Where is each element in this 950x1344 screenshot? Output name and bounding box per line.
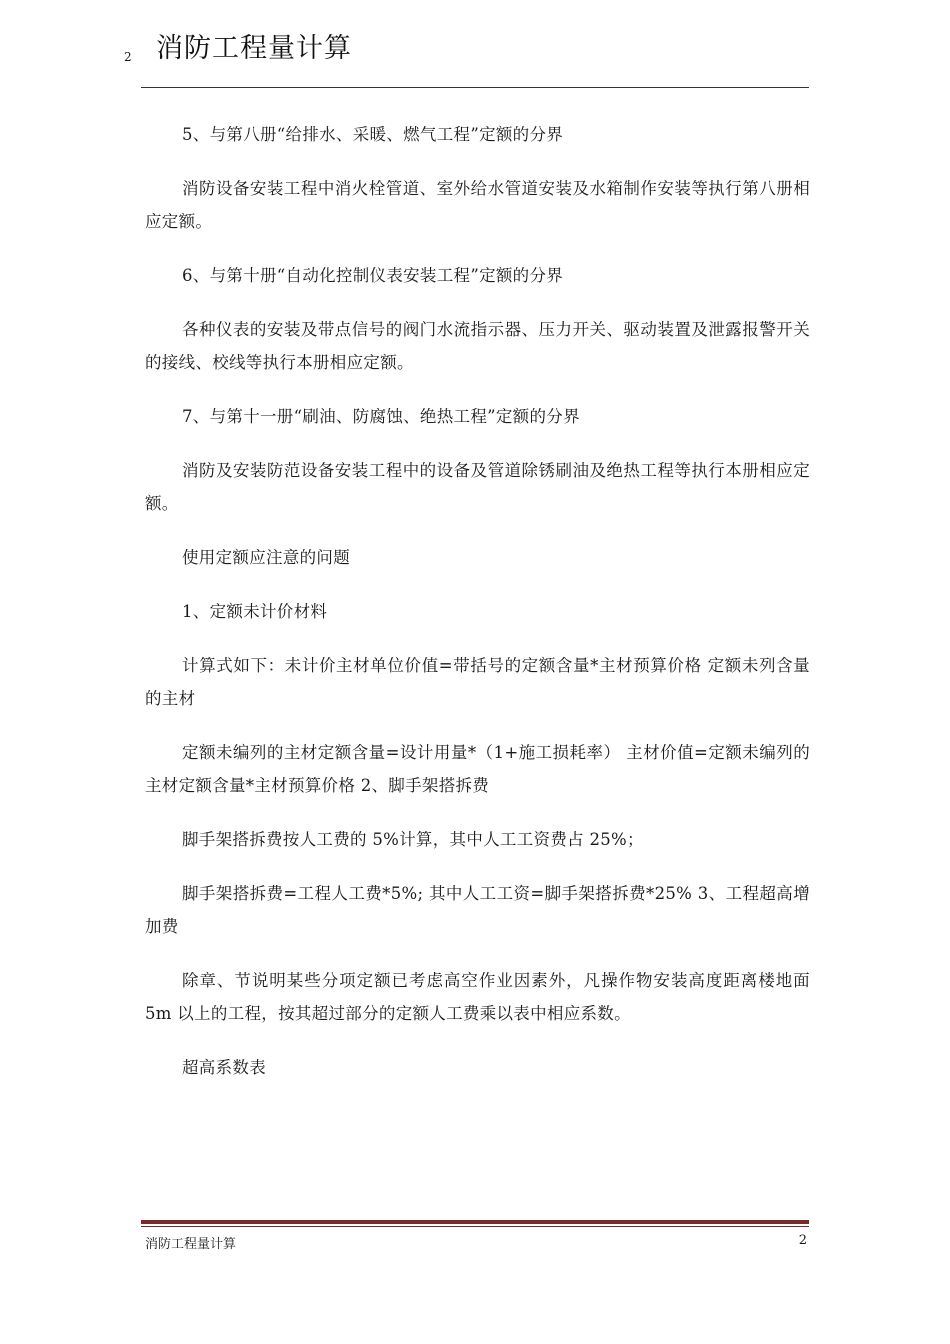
- paragraph: 消防及安装防范设备安装工程中的设备及管道除锈刷油及绝热工程等执行本册相应定额。: [145, 461, 810, 513]
- header-divider: [141, 87, 809, 88]
- paragraph: 6、与第十册“自动化控制仪表安装工程”定额的分界: [182, 266, 564, 285]
- paragraph: 消防设备安装工程中消火栓管道、室外给水管道安装及水箱制作安装等执行第八册相应定额。: [145, 179, 810, 231]
- footer-divider-thin: [141, 1226, 809, 1227]
- footer-divider-thick: [141, 1220, 809, 1224]
- paragraph: 5、与第八册“给排水、采暖、燃气工程”定额的分界: [182, 125, 564, 144]
- paragraph: 定额未编列的主材定额含量=设计用量*（1+施工损耗率） 主材价值=定额未编列的主材定额含量*主材预算价格 2、脚手架搭拆费: [145, 743, 810, 795]
- paragraph: 超高系数表: [182, 1058, 266, 1077]
- paragraph: 脚手架搭拆费=工程人工费*5%; 其中人工工资=脚手架搭拆费*25% 3、工程超高增加费: [145, 884, 810, 936]
- page-header: [0, 0, 950, 90]
- paragraph: 7、与第十一册“刷油、防腐蚀、绝热工程”定额的分界: [182, 407, 580, 426]
- paragraph: 使用定额应注意的问题: [182, 548, 350, 567]
- paragraph: 计算式如下：未计价主材单位价值=带括号的定额含量*主材预算价格 定额未列含量的主材: [145, 656, 810, 708]
- document-body: [145, 118, 810, 1105]
- header-page-number: 2: [124, 50, 132, 64]
- footer-title: 消防工程量计算: [145, 1237, 237, 1252]
- paragraph: 脚手架搭拆费按人工费的 5%计算，其中人工工资费占 25%；: [182, 830, 644, 849]
- paragraph: 除章、节说明某些分项定额已考虑高空作业因素外，凡操作物安装高度距离楼地面 5m 以上的工程，按其超过部分的定额人工费乘以表中相应系数。: [145, 971, 810, 1023]
- footer-page-number: 2: [798, 1233, 807, 1248]
- paragraph: 1、定额未计价材料: [182, 602, 328, 621]
- header-title: 消防工程量计算: [156, 33, 352, 64]
- paragraph: 各种仪表的安装及带点信号的阀门水流指示器、压力开关、驱动装置及泄露报警开关的接线、校线等执行本册相应定额。: [145, 320, 810, 372]
